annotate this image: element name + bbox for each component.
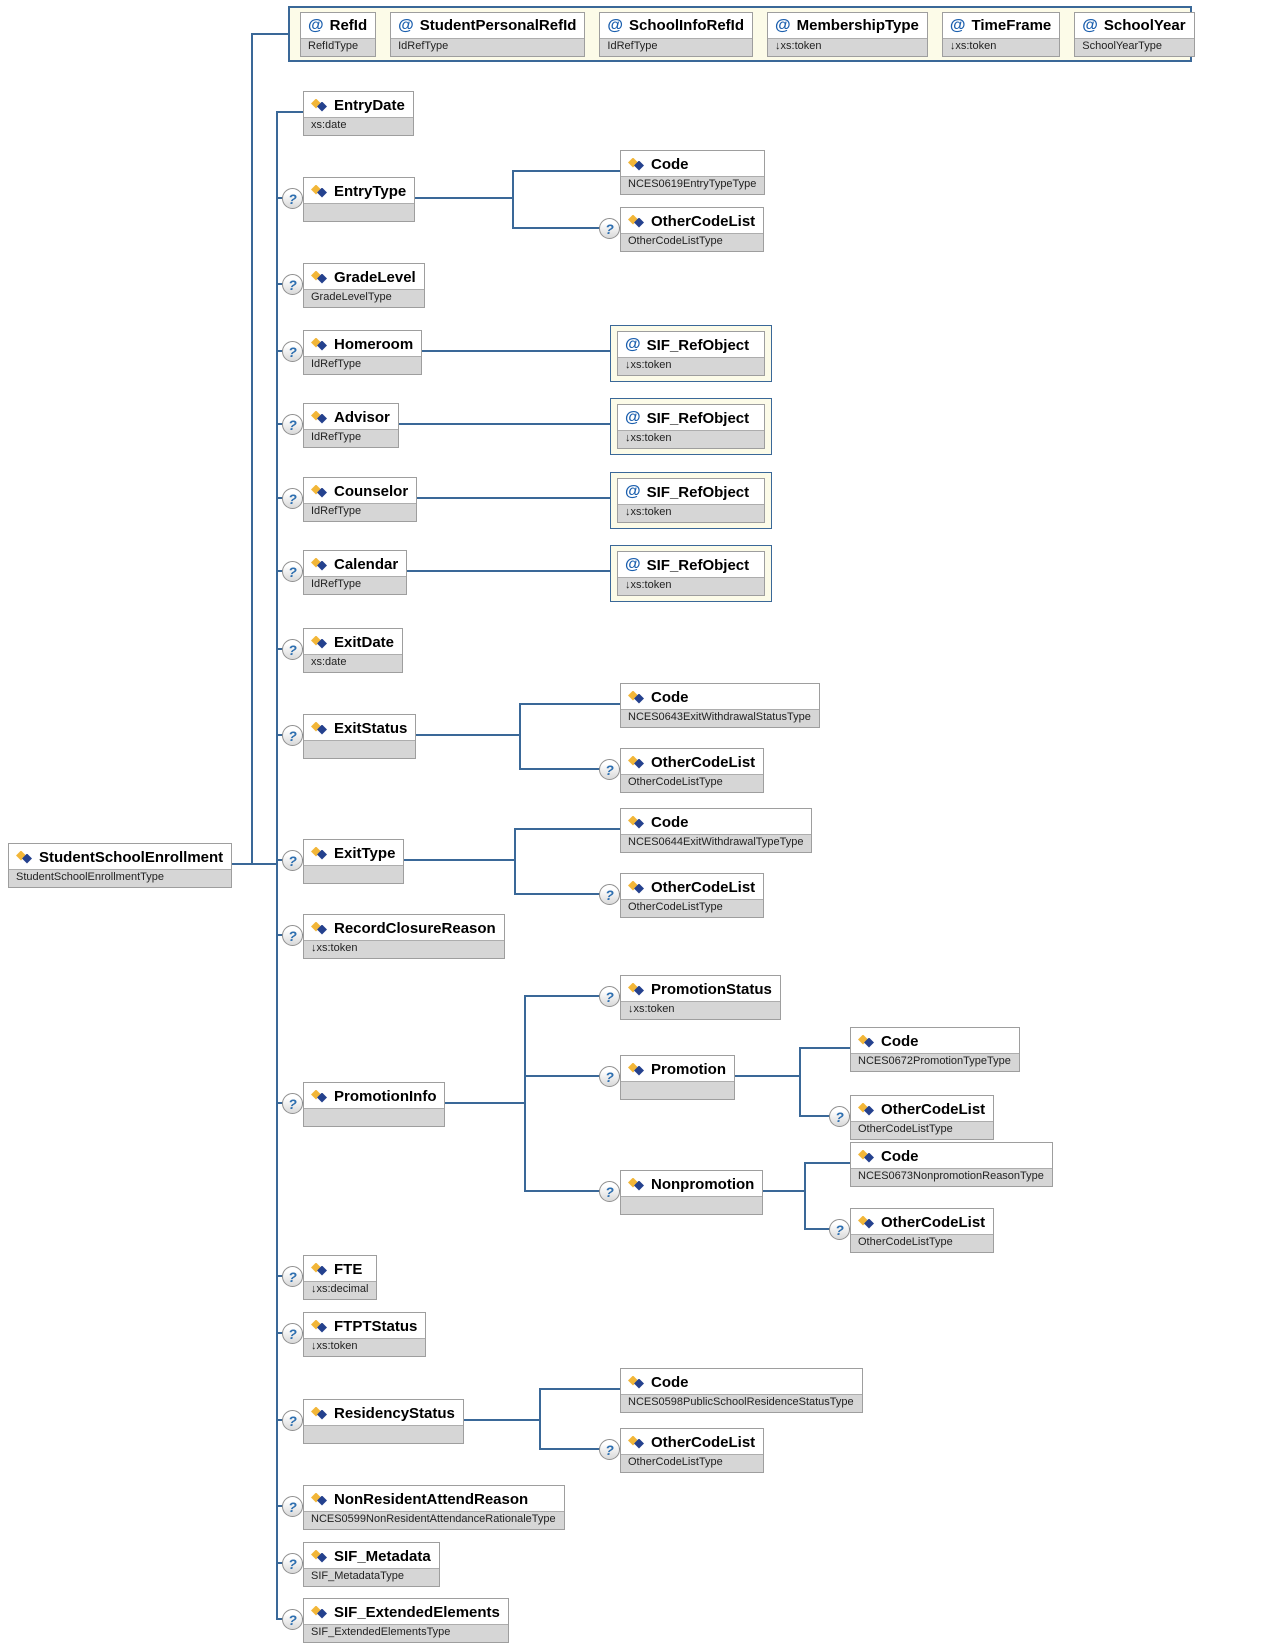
node-type: NCES0672PromotionTypeType [851,1053,1019,1071]
optional-indicator: ? [599,1181,620,1202]
node-type: OtherCodeListType [851,1121,993,1139]
node-ftptstatus[interactable] [303,1312,426,1357]
optional-indicator: ? [829,1106,850,1127]
element-icon [311,1550,328,1563]
element-icon [311,1263,328,1276]
node-type: ↓xs:token [304,1338,425,1356]
node-promotion-othercodelist[interactable] [850,1095,994,1140]
attribute-icon: @ [949,16,966,34]
element-icon [858,1150,875,1163]
node-name: SIF_ExtendedElements [334,1603,500,1621]
node-type: IdRefType [391,38,584,56]
attr-membershiptype[interactable] [767,12,928,57]
node-type [621,1196,762,1214]
optional-indicator: ? [282,488,303,509]
element-icon [311,922,328,935]
node-name: Nonpromotion [651,1175,755,1193]
node-name: EntryType [334,182,407,200]
element-icon [311,1090,328,1103]
node-type: StudentSchoolEnrollmentType [9,869,231,887]
node-name: OtherCodeList [651,878,756,896]
node-type: SIF_ExtendedElementsType [304,1624,508,1642]
node-type [304,203,414,221]
node-name: Promotion [651,1060,726,1078]
node-name: Advisor [334,408,390,426]
attribute-icon: @ [308,16,324,34]
element-icon [628,1436,645,1449]
node-type: OtherCodeListType [621,774,763,792]
element-icon [858,1216,875,1229]
element-icon [628,756,645,769]
connector-line [799,1047,801,1117]
node-name: OtherCodeList [651,212,756,230]
node-type [304,740,415,758]
node-name: ExitDate [334,633,395,651]
element-icon [858,1103,875,1116]
node-type: ↓xs:token [621,1001,780,1019]
optional-indicator: ? [282,274,303,295]
element-icon [311,1320,328,1333]
node-name: MembershipType [796,17,919,34]
node-type: NCES0619EntryTypeType [621,176,764,194]
attribute-icon: @ [1082,16,1098,34]
connector-line [276,111,278,1620]
attr-studentpersonalrefid[interactable] [390,12,585,57]
connector-line [512,170,514,229]
node-nonpromotion-othercodelist[interactable] [850,1208,994,1253]
node-type: IdRefType [304,576,406,594]
node-nonpromotion[interactable] [620,1170,763,1215]
node-sif-extendedelements[interactable] [303,1598,509,1643]
element-icon [628,1376,645,1389]
node-type: OtherCodeListType [851,1234,993,1252]
element-icon [311,1407,328,1420]
attr-schoolyear[interactable] [1074,12,1194,57]
node-exittype-code[interactable] [620,808,812,853]
node-nonresidentattendreason[interactable] [303,1485,565,1530]
node-type: NCES0673NonpromotionReasonType [851,1168,1052,1186]
element-icon [858,1035,875,1048]
element-icon [628,983,645,996]
node-name: Counselor [334,482,409,500]
node-entrytype[interactable] [303,177,415,222]
node-residencystatus-code[interactable] [620,1368,863,1413]
node-name: RecordClosureReason [334,919,496,937]
attr-timeframe[interactable] [942,12,1060,57]
connector-line [515,828,632,830]
node-name: Calendar [334,555,399,573]
node-name: FTPTStatus [334,1317,418,1335]
node-type: ↓xs:token [618,430,764,448]
node-exittype-othercodelist[interactable] [620,873,764,918]
optional-indicator: ? [282,561,303,582]
node-advisor[interactable] [303,403,399,448]
optional-indicator: ? [282,725,303,746]
element-icon [628,816,645,829]
node-type: ↓xs:token [618,504,764,522]
node-exitdate[interactable] [303,628,403,673]
element-icon [311,485,328,498]
node-name: OtherCodeList [881,1100,986,1118]
node-exitstatus-othercodelist[interactable] [620,748,764,793]
node-name: Code [881,1032,919,1050]
attr-sif-refobject[interactable] [617,331,765,376]
node-type: OtherCodeListType [621,233,763,251]
refobject-container [610,398,772,455]
node-name: SIF_Metadata [334,1547,431,1565]
optional-indicator: ? [282,1266,303,1287]
attribute-icon: @ [625,336,641,353]
node-exitstatus[interactable] [303,714,416,759]
node-name: StudentPersonalRefId [419,17,577,34]
node-entrydate[interactable] [303,91,414,136]
element-icon [311,338,328,351]
node-name: SchoolYear [1103,17,1186,34]
node-entrytype-code[interactable] [620,150,765,195]
node-name: OtherCodeList [651,753,756,771]
refobject-container [610,545,772,602]
node-recordclosurereason[interactable] [303,914,505,959]
optional-indicator: ? [282,1323,303,1344]
node-name: SIF_RefObject [646,556,750,574]
node-type: RefIdType [301,38,375,56]
node-name: ExitType [334,844,396,862]
node-promotioninfo[interactable] [303,1082,445,1127]
node-type: NCES0643ExitWithdrawalStatusType [621,709,819,727]
attribute-icon: @ [607,16,624,34]
element-icon [311,411,328,424]
element-icon [628,1063,645,1076]
node-type: xs:date [304,654,402,672]
optional-indicator: ? [282,850,303,871]
element-icon [16,851,33,864]
connector-line [539,1388,541,1450]
node-exittype[interactable] [303,839,404,884]
node-type: ↓xs:decimal [304,1281,376,1299]
optional-indicator: ? [282,1609,303,1630]
node-type [621,1081,734,1099]
refobject-container [610,325,772,382]
node-type: ↓xs:token [618,357,764,375]
node-exitstatus-code[interactable] [620,683,820,728]
node-nonpromotion-code[interactable] [850,1142,1053,1187]
node-name: ResidencyStatus [334,1404,455,1422]
element-icon [628,1178,645,1191]
optional-indicator: ? [282,1410,303,1431]
connector-line [524,995,526,1192]
optional-indicator: ? [282,1093,303,1114]
optional-indicator: ? [282,1553,303,1574]
node-name: RefId [329,17,368,34]
element-icon [628,691,645,704]
node-name: SIF_RefObject [646,483,750,501]
optional-indicator: ? [829,1219,850,1240]
attributes-container [288,6,1192,62]
node-type [304,865,403,883]
node-calendar[interactable] [303,550,407,595]
node-type [304,1108,444,1126]
optional-indicator: ? [282,341,303,362]
node-name: Code [651,813,689,831]
node-counselor[interactable] [303,477,417,522]
optional-indicator: ? [599,1066,620,1087]
node-type [304,1425,463,1443]
optional-indicator: ? [599,1439,620,1460]
node-promotionstatus[interactable] [620,975,781,1020]
node-name: NonResidentAttendReason [334,1490,529,1508]
node-name: SIF_RefObject [646,409,750,427]
connector-line [540,1388,632,1390]
connector-line [513,170,632,172]
node-type: NCES0598PublicSchoolResidenceStatusType [621,1394,862,1412]
node-type: IdRefType [600,38,752,56]
node-entrytype-othercodelist[interactable] [620,207,764,252]
element-icon [628,215,645,228]
attr-sif-refobject[interactable] [617,551,765,596]
element-icon [311,847,328,860]
attr-sif-refobject[interactable] [617,478,765,523]
element-icon [628,881,645,894]
node-name: ExitStatus [334,719,408,737]
attribute-icon: @ [625,409,641,426]
node-type: ↓xs:token [304,940,504,958]
node-type: ↓xs:token [768,38,927,56]
node-name: Code [881,1147,919,1165]
element-icon [311,185,328,198]
connector-line [520,703,632,705]
node-name: Code [651,688,689,706]
node-name: OtherCodeList [881,1213,986,1231]
optional-indicator: ? [282,414,303,435]
node-type: GradeLevelType [304,289,424,307]
node-name: FTE [334,1260,363,1278]
node-type: IdRefType [304,429,398,447]
attribute-icon: @ [775,16,791,34]
node-sif-metadata[interactable] [303,1542,440,1587]
element-icon [311,636,328,649]
node-homeroom[interactable] [303,330,422,375]
attr-sif-refobject[interactable] [617,404,765,449]
node-type: OtherCodeListType [621,1454,763,1472]
node-name: GradeLevel [334,268,416,286]
node-type: SchoolYearType [1075,38,1193,56]
node-name: Code [651,1373,689,1391]
node-name: Code [651,155,689,173]
node-residencystatus[interactable] [303,1399,464,1444]
element-icon [311,1606,328,1619]
optional-indicator: ? [599,986,620,1007]
connector-line [804,1162,806,1230]
node-name: TimeFrame [971,17,1052,34]
node-name: EntryDate [334,96,405,114]
node-name: OtherCodeList [651,1433,756,1451]
node-type: NCES0644ExitWithdrawalTypeType [621,834,811,852]
node-type: OtherCodeListType [621,899,763,917]
node-promotion[interactable] [620,1055,735,1100]
element-icon [311,271,328,284]
node-residencystatus-othercodelist[interactable] [620,1428,764,1473]
element-icon [311,1493,328,1506]
node-type: SIF_MetadataType [304,1568,439,1586]
attribute-icon: @ [625,483,641,500]
optional-indicator: ? [282,188,303,209]
refobject-container [610,472,772,529]
element-icon [628,158,645,171]
connector-line [519,703,521,770]
node-type: ↓xs:token [618,577,764,595]
node-name: PromotionInfo [334,1087,437,1105]
node-promotion-code[interactable] [850,1027,1020,1072]
element-icon [311,558,328,571]
optional-indicator: ? [282,925,303,946]
node-name: Homeroom [334,335,414,353]
node-type: IdRefType [304,503,416,521]
node-name: PromotionStatus [651,980,772,998]
attribute-icon: @ [625,556,641,573]
attribute-icon: @ [398,16,414,34]
connector-line [514,828,516,895]
optional-indicator: ? [282,639,303,660]
element-icon [311,99,328,112]
attr-refid[interactable] [300,12,376,57]
node-type: NCES0599NonResidentAttendanceRationaleType [304,1511,564,1529]
node-type: xs:date [304,117,413,135]
connector-line [251,33,253,865]
node-name: StudentSchoolEnrollment [39,848,224,866]
optional-indicator: ? [599,759,620,780]
attr-schoolinforefid[interactable] [599,12,753,57]
node-name: SIF_RefObject [646,336,750,354]
node-gradelevel[interactable] [303,263,425,308]
node-fte[interactable] [303,1255,377,1300]
node-type: ↓xs:token [943,38,1059,56]
node-type: IdRefType [304,356,421,374]
element-icon [311,722,328,735]
optional-indicator: ? [282,1496,303,1517]
node-studentschoolenrollment[interactable] [8,843,232,888]
node-name: SchoolInfoRefId [629,17,745,34]
optional-indicator: ? [599,218,620,239]
optional-indicator: ? [599,884,620,905]
